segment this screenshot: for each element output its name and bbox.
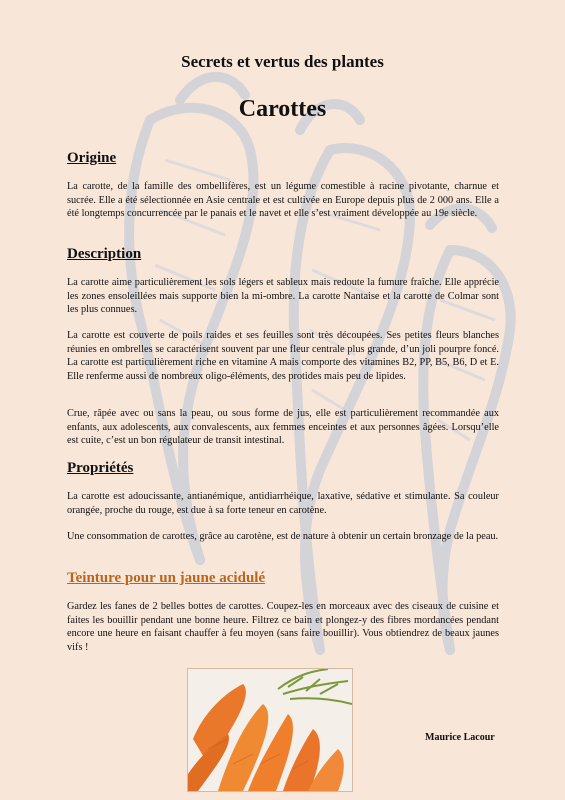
- paragraph-description-2: La carotte est couverte de poils raides et ses feuilles sont très découpées. Ses petites fleurs blanches réunies en ombrelles se caractérisent souvent par une fleur centrale plus grande, d’un joli pourpre foncé. La carotte est particulièrement riche en vitamine A mais comporte des vitamines B2, PP, B5, B6, D et E. Elle renferme aussi de nombreux oligo-éléments, des protides mais peu de lipides.: [67, 330, 499, 382]
- author-signature: Maurice Lacour: [425, 732, 495, 743]
- page-title: Carottes: [238, 96, 327, 122]
- paragraph-proprietes-1: La carotte est adoucissante, antianémique, antidiarrhéique, laxative, sédative et stimulante. Sa couleur orangée, proche du rouge, est due à sa forte teneur en carotène.: [67, 491, 499, 516]
- carrots-photo: [187, 668, 353, 792]
- paragraph-origine: La carotte, de la famille des ombellifères, est un légume comestible à racine pivotante, charnue et sucrée. Elle a été sélectionnée en Asie centrale et est cultivée en Europe depuis plus de 2 000 ans. Elle a été longtemps concurrencée par le panais et le navet et elle s’est vraiment développée au 19e siècle.: [67, 181, 499, 219]
- heading-origine: Origine: [67, 150, 117, 166]
- carrots-photo-image: [188, 669, 352, 791]
- series-title: Secrets et vertus des plantes: [181, 52, 384, 71]
- paragraph-description-3: Crue, râpée avec ou sans la peau, ou sous forme de jus, elle est particulièrement recommandée aux enfants, aux adolescents, aux convalescents, aux femmes enceintes et aux personnes âgées. Lorsqu’elle est cuite, c’est un bon régulateur de transit intestinal.: [67, 408, 499, 446]
- paragraph-description-1: La carotte aime particulièrement les sols légers et sableux mais redoute la fumure fraîche. Elle apprécie les zones ensoleillées mais supporte bien la mi-ombre. La carotte Nantaise et la carotte de Colmar sont les plus connues.: [67, 277, 499, 315]
- heading-proprietes: Propriétés: [67, 460, 134, 476]
- paragraph-proprietes-2: Une consommation de carottes, grâce au carotène, est de nature à obtenir un certain bronzage de la peau.: [67, 531, 499, 542]
- heading-teinture: Teinture pour un jaune acidulé: [67, 570, 266, 586]
- paragraph-teinture: Gardez les fanes de 2 belles bottes de carottes. Coupez-les en morceaux avec des ciseaux de cuisine et faites les bouillir pendant une bonne heure. Filtrez ce bain et plongez-y des fibres mordancées pendant encore une heure en faisant chauffer à feu moyen (sans faire bouillir). Vous obtiendrez de beaux jaunes vifs !: [67, 601, 499, 653]
- heading-description: Description: [67, 246, 142, 262]
